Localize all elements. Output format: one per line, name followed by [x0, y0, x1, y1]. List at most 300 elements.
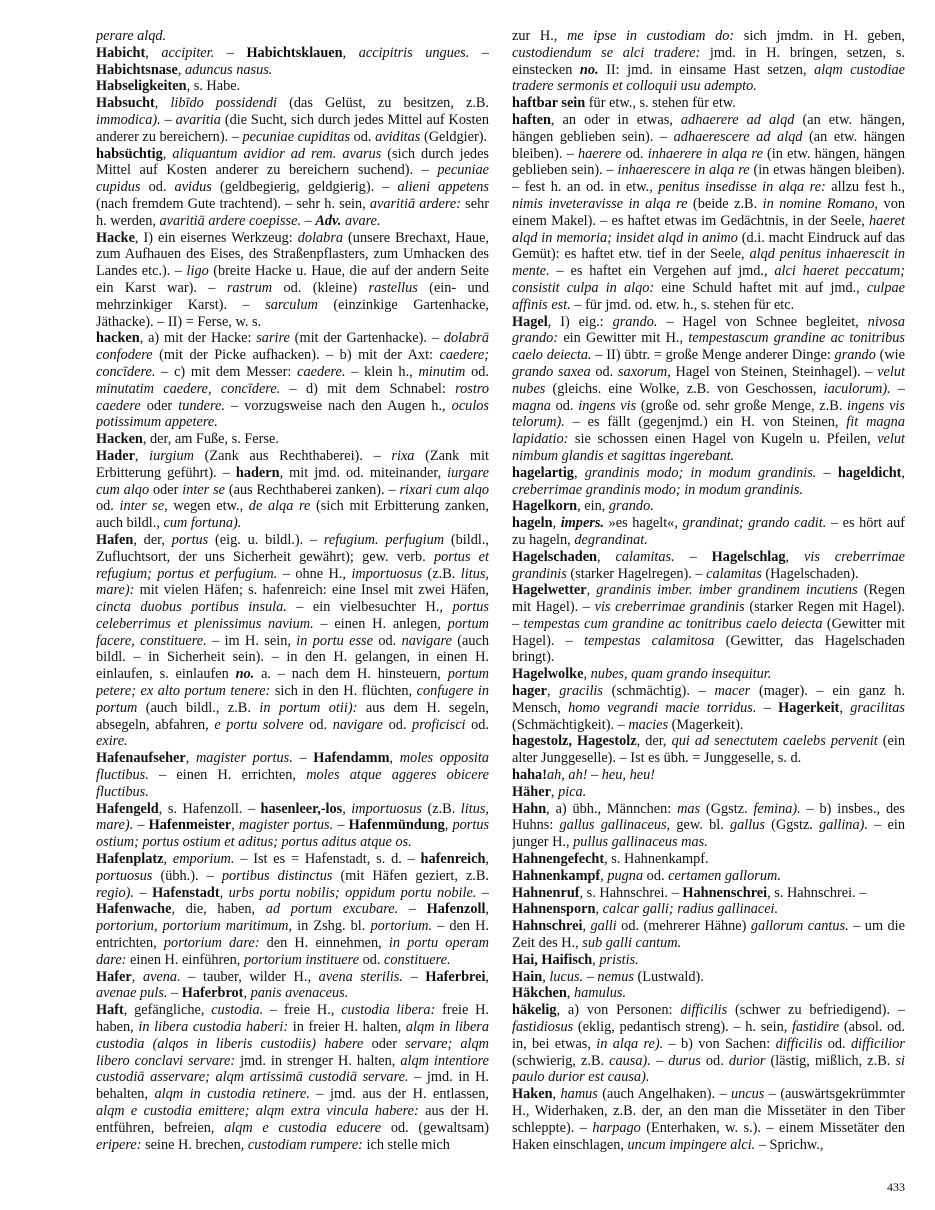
- headword: haften: [512, 111, 551, 128]
- entry-text: – es fällt (gegenjmd.) ein H. von Steinen,: [564, 414, 847, 431]
- entry-text: (Ggstz.: [700, 800, 754, 817]
- headword: Hacke: [96, 229, 135, 246]
- headword: Habichtsklauen: [246, 44, 343, 61]
- entry-text: »es hagelt«,: [604, 515, 683, 532]
- entry-text: einen H. einführen,: [126, 951, 244, 968]
- dictionary-entry: [96, 750, 489, 800]
- latin-translation: me ipse in custodiam do:: [566, 28, 735, 44]
- latin-translation: iurgare cum alqo: [96, 464, 489, 498]
- entry-text: , die, haben,: [171, 901, 266, 918]
- entry-text: (nach fremdem Gute trachtend). – sehr h. sein,: [96, 195, 370, 212]
- latin-translation: grandinis modo; in modum grandinis.: [584, 464, 817, 481]
- latin-translation: avena sterilis.: [318, 968, 403, 985]
- entry-text: (z.B.: [422, 565, 461, 582]
- latin-translation: difficilis: [775, 1035, 823, 1052]
- entry-text: ,: [583, 666, 591, 683]
- headword: Hahnschrei: [512, 918, 583, 935]
- entry-text: (sich mit Erbitterung zanken, auch bildl.,: [96, 498, 489, 532]
- latin-translation: femina).: [753, 800, 801, 817]
- entry-text: (die Sucht, sich durch jedes Mittel auf Kosten anderer zu bereichern). –: [96, 111, 489, 145]
- entry-text: (Schmächtigkeit). –: [512, 716, 629, 733]
- entry-text: (das Gelüst, zu besitzen, z.B.: [277, 95, 489, 112]
- latin-translation: rastrum: [226, 279, 273, 296]
- latin-translation: portorium, portorium maritimum,: [96, 918, 293, 935]
- latin-translation: portus: [171, 531, 209, 548]
- headword: Haken: [512, 1086, 553, 1103]
- latin-translation: avaritiā ardere:: [369, 195, 462, 212]
- entry-text: – es haftet ein Vergehen auf jmd.,: [549, 263, 775, 280]
- latin-translation: alqm in libera custodia (alqos in liberis custodiis) habere: [96, 1019, 489, 1052]
- entry-text: ,: [597, 548, 616, 565]
- entry-text: (mit Häfen geziert, z.B.: [332, 867, 489, 884]
- latin-translation: dolabra: [297, 229, 344, 246]
- entry-text: (schwer zu befriedigend). –: [727, 1002, 905, 1019]
- latin-translation: sarire: [256, 330, 290, 347]
- latin-translation: alci haeret peccatum; consistit culpa in alqo:: [512, 263, 905, 296]
- entry-text: od.: [372, 632, 402, 649]
- entry-text: sich jmdm. in H. geben,: [734, 28, 905, 44]
- entry-text: oder: [363, 1035, 406, 1052]
- latin-translation: in portu operam dare:: [96, 935, 489, 968]
- latin-translation: caedere.: [297, 363, 346, 380]
- headword: Hahnensporn: [512, 901, 596, 918]
- entry-text: , a) von Personen:: [556, 1002, 681, 1019]
- latin-translation: fit magna lapidatio:: [512, 414, 905, 448]
- latin-translation: saxorum,: [617, 363, 671, 380]
- latin-translation: alqm custodiae tradere sermonis et colloquii usu adempto.: [512, 61, 905, 95]
- entry-text: ,: [485, 901, 489, 918]
- entry-text: , I) ein eisernes Werkzeug:: [134, 229, 298, 246]
- latin-translation: grando.: [612, 313, 658, 330]
- entry-text: II: jmd. in einsame Hast setzen,: [598, 61, 815, 78]
- latin-translation: pristis.: [599, 951, 639, 968]
- headword: hagestolz, Hagestolz: [512, 733, 637, 750]
- entry-text: od.: [643, 867, 669, 884]
- latin-translation: degrandinat.: [574, 531, 648, 548]
- dictionary-entry: [96, 230, 489, 331]
- headword: Hafer: [96, 968, 132, 985]
- entry-text: in Zshg. bl.: [292, 918, 371, 935]
- latin-translation: portorium.: [370, 918, 433, 935]
- entry-text: ,: [185, 750, 196, 767]
- entry-text: (bildl., Zufluchtsort, der uns Sicherheit gewährt); gew. verb.: [96, 531, 489, 565]
- entry-text: – im H. sein,: [206, 632, 297, 649]
- headword: Haft: [96, 1002, 124, 1019]
- entry-text: – den H. entrichten,: [96, 918, 489, 952]
- latin-translation: regio).: [96, 884, 134, 901]
- entry-text: (eig. u. bildl.). –: [208, 531, 324, 548]
- entry-text: ,: [573, 464, 585, 481]
- entry-text: – für jmd. od. etw. h., s. stehen für etc.: [570, 296, 795, 313]
- latin-translation: gallus: [730, 817, 765, 834]
- headword: häkelig: [512, 1002, 557, 1019]
- entry-text: (auch bildl. – in Sicherheit sein). – in den H. gelangen, in einen H. einlaufen, s. einlaufen: [96, 632, 489, 683]
- entry-text: –: [476, 884, 489, 901]
- latin-translation: exire.: [96, 733, 128, 750]
- dictionary-entry: [96, 431, 489, 448]
- latin-translation: nimis inveteravisse in alqa re: [512, 195, 688, 212]
- entry-text: od.: [465, 716, 489, 733]
- entry-text: ,: [595, 901, 603, 918]
- entry-text: (starker Regen mit Hagel). –: [512, 599, 905, 632]
- latin-translation: grando saxea: [512, 363, 591, 380]
- latin-translation: ingens vis: [578, 397, 637, 414]
- latin-translation: velut nimbum glandis et sagittas ingerebant.: [512, 431, 905, 464]
- headword: Hagel: [512, 313, 548, 330]
- entry-text: von einem Makel). – es haftet etwas im Gedächtnis, in der Seele,: [512, 195, 905, 229]
- latin-translation: magister portus.: [195, 750, 293, 767]
- headword: Habseligkeiten: [96, 78, 187, 95]
- dictionary-entry: [96, 95, 489, 145]
- dictionary-entry: [512, 666, 905, 683]
- latin-translation: grandinat; grando cadit.: [682, 515, 827, 532]
- grammar-abbreviation: impers.: [560, 515, 604, 532]
- entry-text: – d) mit dem Schnabel:: [280, 380, 456, 397]
- entry-text: , s. Hahnenkampf.: [604, 851, 709, 868]
- entry-text: , s. Hahnschrei. –: [767, 884, 867, 901]
- latin-translation: perare alqd.: [96, 28, 167, 44]
- latin-translation: gallina).: [819, 817, 868, 834]
- dictionary-entry: [96, 532, 489, 750]
- latin-translation: importuosus: [351, 800, 422, 817]
- entry-text: –: [398, 901, 427, 918]
- entry-text: –: [133, 817, 149, 834]
- entry-text: –: [292, 750, 314, 767]
- entry-text: – Hagel von Schnee begleitet,: [657, 313, 868, 330]
- entry-text: – b) von Sachen:: [663, 1035, 776, 1052]
- headword: Hafen: [96, 531, 134, 548]
- headword: Hahnenruf: [512, 884, 580, 901]
- headword: hager: [512, 683, 547, 700]
- entry-text: (starker Hagelregen). –: [566, 565, 707, 582]
- entry-text: ,: [131, 968, 143, 985]
- latin-translation: magna: [512, 397, 551, 414]
- latin-translation: mas: [677, 800, 701, 817]
- entry-text: od.: [700, 1052, 729, 1069]
- entry-text: (Zank mit Erbitterung geführt). –: [96, 447, 489, 481]
- latin-translation: difficilis: [680, 1002, 728, 1019]
- entry-text: ,: [839, 699, 851, 716]
- latin-translation: urbs portu nobilis; oppidum portu nobile.: [228, 884, 477, 901]
- headword: Hafenwache: [96, 901, 172, 918]
- dictionary-entry: [512, 314, 905, 465]
- latin-translation: ad portum excubare.: [265, 901, 399, 918]
- latin-translation: navigare: [401, 632, 452, 649]
- latin-translation: hamus: [560, 1086, 598, 1103]
- right-column: [512, 28, 905, 1178]
- latin-translation: constituere.: [384, 951, 451, 968]
- entry-text: ,: [145, 44, 162, 61]
- entry-text: od. (kleine): [272, 279, 369, 296]
- entry-text: (große od. sehr große Menge, z.B.: [636, 397, 848, 414]
- entry-text: mit vielen Häfen; s. hafenreich: eine Insel mit zwei Häfen,: [134, 582, 489, 599]
- entry-text: ,: [592, 951, 600, 968]
- latin-translation: causa).: [609, 1052, 651, 1069]
- entry-text: (mit der Picke aufhacken). – b) mit der Axt:: [152, 347, 440, 364]
- latin-translation: portus celeberrimus et plenissimus navium.: [96, 599, 489, 632]
- latin-translation: penitus insedisse in alqa re:: [658, 179, 826, 196]
- latin-translation: refugium. perfugium: [323, 531, 445, 548]
- entry-text: ,: [485, 851, 489, 868]
- latin-translation: alqm e custodia emittere; alqm extra vincula habere:: [96, 1103, 419, 1119]
- entry-text: –: [167, 985, 182, 1002]
- page-number: 433: [887, 1180, 905, 1194]
- dictionary-entry: [512, 851, 905, 868]
- entry-text: –: [890, 380, 905, 397]
- dictionary-entry: [512, 683, 905, 733]
- headword: Hafenplatz: [96, 851, 164, 868]
- headword: Hafenzoll: [426, 901, 486, 918]
- dictionary-entry: [512, 969, 905, 986]
- entry-text: od.: [590, 363, 618, 380]
- latin-translation: in libera custodia haberi:: [138, 1019, 289, 1036]
- latin-translation: fastidire: [792, 1019, 840, 1036]
- entry-text: jmd. in strenger H. halten,: [235, 1052, 401, 1069]
- entry-text: (einzinkige Gartenhacke, Jäthacke). – II) = Ferse, w. s.: [96, 296, 489, 330]
- latin-translation: si paulo durior est causa).: [512, 1052, 905, 1086]
- dictionary-entry: [512, 733, 905, 767]
- entry-text: (unsere Brechaxt, Haue, zum Aufhauen des Eises, des Straßenpflasters, zum Umhacken des Landes etc.). –: [96, 229, 489, 280]
- latin-translation: ligo: [186, 263, 209, 280]
- latin-translation: e portu solvere: [214, 716, 304, 733]
- entry-text: – es hört auf zu hageln,: [512, 515, 905, 548]
- entry-text: –: [469, 44, 489, 61]
- dictionary-entry: [512, 1086, 905, 1153]
- latin-translation: adhaerere ad alqd: [680, 111, 795, 128]
- latin-translation: avenae puls.: [96, 985, 168, 1002]
- headword: Hagelwetter: [512, 582, 587, 599]
- latin-translation: litus, mare).: [96, 800, 489, 834]
- headword: Habichtsnase: [96, 61, 178, 78]
- latin-translation: difficilior: [850, 1035, 905, 1052]
- dictionary-entry: [512, 1002, 905, 1086]
- entry-text: ich stelle mich: [362, 1136, 450, 1153]
- latin-translation: lucus.: [549, 968, 584, 985]
- latin-translation: libīdo possidendi: [170, 95, 278, 112]
- entry-text: ,: [162, 145, 173, 162]
- entry-text: , der,: [133, 531, 172, 548]
- entry-text: (Hagelschaden).: [761, 565, 859, 582]
- headword: Hafenaufseher: [96, 750, 186, 767]
- entry-text: , an oder in etwas,: [550, 111, 681, 128]
- latin-translation: pecuniae cupidus: [96, 162, 489, 196]
- entry-text: (wie: [875, 347, 905, 364]
- dictionary-entry: [96, 330, 489, 431]
- latin-translation: tempestas cum grandine ac tonitribus caelo deiecta: [523, 615, 823, 632]
- headword: hasenleer,-los: [260, 800, 343, 817]
- latin-translation: aviditas: [375, 128, 421, 145]
- dictionary-entry: [96, 1002, 489, 1153]
- entry-text: Hagel von Steinen, Steinhagel). –: [670, 363, 878, 380]
- latin-translation: magister portus.: [238, 817, 334, 834]
- latin-translation: macies: [628, 716, 669, 733]
- entry-text: seine H. brechen,: [141, 1136, 248, 1153]
- grammar-abbreviation: Adv.: [315, 212, 342, 229]
- headword: Hafengeld: [96, 800, 159, 817]
- headword: Hafenstadt: [152, 884, 220, 901]
- entry-text: (übh.). –: [152, 867, 222, 884]
- headword: Hafenmeister: [148, 817, 232, 834]
- entry-text: ,: [389, 750, 400, 767]
- latin-translation: rixari cum alqo: [399, 481, 489, 498]
- entry-text: (Lustwald).: [633, 968, 704, 985]
- entry-text: zur H.,: [512, 28, 567, 44]
- headword: Hain: [512, 968, 543, 985]
- latin-translation: avena.: [142, 968, 181, 985]
- latin-translation: custodia.: [211, 1002, 264, 1019]
- entry-text: – tauber, wilder H.,: [180, 968, 319, 985]
- latin-translation: portibus distinctus: [221, 867, 333, 884]
- latin-translation: moles opposita fluctibus.: [96, 750, 489, 784]
- latin-translation: portum petere; ex alto portum tenere:: [96, 666, 489, 700]
- entry-text: – b) insbes., des Huhns:: [512, 800, 905, 834]
- latin-translation: gracilis: [559, 683, 603, 700]
- entry-text: ,: [154, 95, 171, 112]
- entry-text: – klein h.,: [345, 363, 419, 380]
- headword: Haferbrei: [425, 968, 486, 985]
- entry-text: , mit jmd. od. miteinander,: [279, 464, 448, 481]
- entry-text: ,: [134, 447, 150, 464]
- entry-text: (in etwas hängen bleiben). – fest h. an od. in etw.,: [512, 162, 905, 196]
- latin-translation: homo vegrandi macie torridus.: [568, 699, 757, 716]
- headword: hagelartig: [512, 464, 574, 481]
- entry-text: ,: [550, 783, 559, 800]
- latin-translation: avaritia: [175, 111, 221, 128]
- dictionary-entry: [512, 28, 905, 95]
- latin-translation: portuosus: [96, 867, 153, 884]
- latin-translation: gracilitas: [850, 699, 905, 716]
- entry-text: , der, am Fuße, s. Ferse.: [142, 431, 279, 448]
- latin-translation: accipiter.: [161, 44, 215, 61]
- headword: Haferbrot: [181, 985, 244, 1002]
- latin-translation: de alqa re: [248, 498, 311, 515]
- headword: Hahnengefecht: [512, 851, 605, 868]
- entry-text: (d.i. macht Eindruck auf das Gemüt): es haftet etw. tief in der Seele,: [512, 229, 905, 263]
- dictionary-entry: [512, 95, 905, 112]
- dictionary-entry: [512, 767, 905, 784]
- latin-translation: nivosa grando:: [512, 313, 905, 347]
- entry-text: – ein vielbesuchter H.,: [286, 599, 453, 616]
- latin-translation: in nomine Romano,: [762, 195, 879, 212]
- latin-translation: iaculorum).: [823, 380, 891, 397]
- headword: hageln: [512, 515, 553, 532]
- latin-translation: creberrimae grandinis modo; in modum grandinis.: [512, 481, 803, 498]
- entry-text: ,: [552, 1086, 561, 1103]
- latin-translation: qui ad senectutem caelebs pervenit: [671, 733, 878, 750]
- entry-text: od.: [621, 145, 648, 162]
- latin-translation: fastidiosus: [512, 1019, 574, 1036]
- latin-translation: sarculum: [265, 296, 318, 313]
- entry-text: –: [756, 699, 779, 716]
- entry-text: od.: [465, 363, 489, 380]
- headword: Häher: [512, 783, 551, 800]
- latin-translation: minutatim caedere, concīdere.: [96, 380, 281, 397]
- entry-text: (aus Rechthaberei zanken). –: [225, 481, 400, 498]
- entry-text: –: [160, 111, 176, 128]
- dictionary-entry: [96, 448, 489, 532]
- entry-text: allzu fest h.,: [825, 179, 905, 196]
- latin-translation: accipitris ungues.: [358, 44, 470, 61]
- entry-text: ,: [901, 464, 905, 481]
- dictionary-entry: [96, 851, 489, 969]
- latin-translation: avidus: [174, 179, 212, 196]
- entry-text: – ohne H.,: [277, 565, 352, 582]
- headword: Hagelkorn: [512, 498, 578, 515]
- latin-translation: haerere: [578, 145, 622, 162]
- dictionary-entry: [96, 78, 489, 95]
- entry-text: (Gewitter mit Hagel). –: [512, 615, 905, 649]
- entry-text: – um die Zeit des H.,: [512, 918, 905, 952]
- dictionary-entry: [96, 969, 489, 1003]
- latin-translation: custodiam rumpere:: [247, 1136, 363, 1153]
- entry-text: oder: [149, 481, 183, 498]
- entry-text: ,: [552, 515, 561, 532]
- entry-text: –: [333, 817, 349, 834]
- entry-text: ,: [586, 582, 597, 599]
- entry-text: (breite Hacke u. Haue, die auf der andern Seite ein Karst war). –: [96, 263, 489, 296]
- latin-translation: hamulus.: [573, 985, 627, 1002]
- entry-text: (an etw. hängen bleiben). –: [512, 128, 905, 162]
- headword: Hagelschaden: [512, 548, 597, 565]
- latin-translation: caedere; concīdere.: [96, 347, 489, 380]
- dictionary-entry: [512, 868, 905, 885]
- headword: Habicht: [96, 44, 146, 61]
- headword: Hahnenkampf: [512, 867, 601, 884]
- dictionary-entry: [512, 112, 905, 314]
- entry-text: od.: [350, 128, 376, 145]
- entry-text: od.: [382, 716, 413, 733]
- dictionary-entry: [512, 582, 905, 666]
- entry-text: (Geldgier).: [420, 128, 488, 145]
- latin-translation: eripere:: [96, 1136, 142, 1153]
- entry-text: (in etw. hängen, hängen geblieben sein). –: [512, 145, 905, 179]
- entry-text: (beide z.B.: [687, 195, 763, 212]
- latin-translation: uncum impingere alci.: [627, 1136, 756, 1153]
- entry-text: aus dem H. segeln, absegeln, abfahren,: [96, 699, 489, 733]
- latin-translation: harpago: [592, 1119, 641, 1136]
- latin-translation: inhaerescere in alqa re: [617, 162, 750, 179]
- dictionary-entry: [512, 985, 905, 1002]
- headword: hadern: [235, 464, 280, 481]
- headword: Hahnenschrei: [682, 884, 768, 901]
- latin-translation: cincta duobus portibus insula.: [96, 599, 287, 616]
- entry-text: – c) mit dem Messer:: [155, 363, 298, 380]
- latin-translation: portus ostium; portus ostium et aditus; portus aditus atque os.: [96, 817, 489, 851]
- entry-text: (mager). – ein ganz h. Mensch,: [512, 683, 905, 716]
- entry-text: jmd. in H. bringen, setzen, s. einstecken: [512, 44, 905, 78]
- latin-translation: avare.: [344, 212, 381, 229]
- entry-text: (ein- und mehrzinkiger Karst). –: [96, 279, 489, 313]
- entry-text: (eklig, pedantisch streng). – h. sein,: [573, 1019, 793, 1036]
- entry-text: a. – nach dem H. hinsteuern,: [254, 666, 448, 683]
- entry-text: ,: [566, 985, 574, 1002]
- dictionary-entry: [96, 146, 489, 230]
- latin-translation: culpae affinis est.: [512, 279, 905, 313]
- entry-text: –: [587, 767, 602, 784]
- entry-text: , a) mit der Hacke:: [139, 330, 257, 347]
- entry-text: – freie H.,: [263, 1002, 342, 1019]
- entry-text: aus der H. entführen, befreien,: [96, 1103, 489, 1136]
- dictionary-entry: [512, 515, 905, 549]
- latin-translation: navigare: [332, 716, 383, 733]
- headword: hacken: [96, 330, 140, 347]
- latin-translation: confugere in portum: [96, 683, 489, 716]
- latin-translation: aliquantum avidior ad rem. avarus: [172, 145, 382, 162]
- entry-text: –: [816, 464, 838, 481]
- entry-text: (auch Angelhaken). –: [597, 1086, 731, 1103]
- latin-translation: certamen gallorum.: [668, 867, 781, 884]
- latin-translation: tundere.: [178, 397, 225, 414]
